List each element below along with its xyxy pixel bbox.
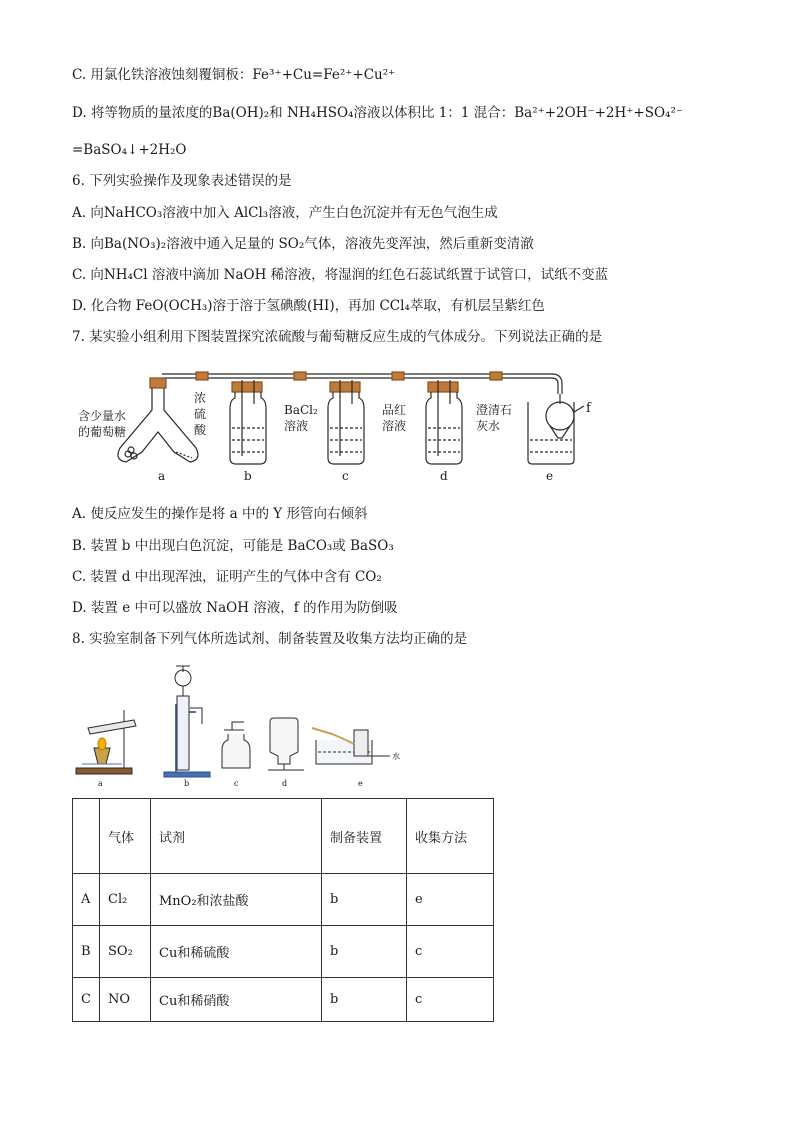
q7-option-d: D. 装置 e 中可以盛放 NaOH 溶液，f 的作用为防倒吸: [72, 600, 398, 616]
q7-label-f: f: [586, 401, 591, 416]
q7-label-pinhong-2: 溶液: [382, 419, 407, 433]
q8-letter-c: c: [234, 779, 239, 788]
q5-option-d-line2: =BaSO₄↓+2H₂O: [72, 142, 187, 158]
table-header-cell: 制备装置: [322, 799, 407, 874]
table-header-cell: 收集方法: [407, 799, 494, 874]
table-header-row: [73, 799, 494, 874]
q8-apparatus-figure: [72, 664, 412, 790]
table-cell: b: [322, 926, 407, 978]
q7-apparatus-figure: [72, 360, 632, 490]
q7-label-lime-1: 澄清石: [476, 403, 513, 417]
q7-letter-c: c: [342, 469, 349, 483]
table-cell: b: [322, 874, 407, 926]
q7-option-c: C. 装置 d 中出现浑浊，证明产生的气体中含有 CO₂: [72, 569, 382, 585]
table-cell: A: [73, 874, 100, 926]
q6-option-b: B. 向Ba(NO₃)₂溶液中通入足量的 SO₂气体，溶液先变浑浊，然后重新变清澈: [72, 236, 534, 252]
table-cell: C: [73, 978, 100, 1022]
table-header-cell: 试剂: [151, 799, 322, 874]
q6-option-a: A. 向NaHCO₃溶液中加入 AlCl₃溶液，产生白色沉淀并有无色气泡生成: [72, 205, 498, 221]
q6-option-d: D. 化合物 FeO(OCH₃)溶于溶于氢碘酸(HI)，再加 CCl₄萃取，有机层呈紫红色: [72, 298, 545, 314]
q8-letter-e: e: [358, 779, 363, 788]
q7-letter-b: b: [244, 469, 252, 483]
table-cell: NO: [100, 978, 151, 1022]
q7-label-lime-2: 灰水: [476, 419, 501, 433]
q7-label-glucose-1: 含少量水: [78, 409, 127, 423]
table-cell: SO₂: [100, 926, 151, 978]
q7-letter-d: d: [440, 469, 448, 483]
q8-stem: 8. 实验室制备下列气体所选试剂、制备装置及收集方法均正确的是: [72, 631, 468, 647]
q7-letter-e: e: [546, 469, 554, 483]
q7-label-bacl2-1: BaCl₂: [284, 403, 318, 417]
q7-stem: 7. 某实验小组利用下图装置探究浓硫酸与葡萄糖反应生成的气体成分。下列说法正确的是: [72, 329, 603, 345]
table-cell: c: [407, 926, 494, 978]
q7-label-acid-1: 浓: [194, 391, 207, 405]
table-cell: Cu和稀硫酸: [151, 926, 322, 978]
q5-option-c: C. 用氯化铁溶液蚀刻覆铜板：Fe³⁺+Cu=Fe²⁺+Cu²⁺: [72, 67, 396, 83]
q7-option-a: A. 使反应发生的操作是将 a 中的 Y 形管向右倾斜: [72, 506, 368, 522]
table-cell: B: [73, 926, 100, 978]
q7-letter-a: a: [158, 469, 166, 483]
q7-option-b: B. 装置 b 中出现白色沉淀，可能是 BaCO₃或 BaSO₃: [72, 538, 394, 554]
table-row: [73, 978, 494, 1022]
q7-label-acid-3: 酸: [194, 423, 207, 437]
table-cell: e: [407, 874, 494, 926]
q8-letter-b: b: [184, 779, 190, 788]
q8-letter-d: d: [282, 779, 288, 788]
table-header-cell: [73, 799, 100, 874]
q7-label-pinhong-1: 品红: [382, 403, 407, 417]
table-cell: b: [322, 978, 407, 1022]
q5-option-d-line1: D. 将等物质的量浓度的Ba(OH)₂和 NH₄HSO₄溶液以体积比 1：1 混合：Ba²⁺+2OH⁻+2H⁺+SO₄²⁻: [72, 105, 683, 121]
table-header-cell: 气体: [100, 799, 151, 874]
table-cell: MnO₂和浓盐酸: [151, 874, 322, 926]
q7-label-glucose-2: 的葡萄糖: [78, 425, 127, 439]
q8-water-label: 水: [392, 752, 400, 761]
table-cell: c: [407, 978, 494, 1022]
table-row: [73, 926, 494, 978]
table-cell: Cl₂: [100, 874, 151, 926]
table-cell: Cu和稀硝酸: [151, 978, 322, 1022]
q7-label-bacl2-2: 溶液: [284, 419, 309, 433]
table-row: [73, 874, 494, 926]
q8-options-table: [72, 798, 494, 1022]
q7-label-acid-2: 硫: [194, 407, 207, 421]
q6-option-c: C. 向NH₄Cl 溶液中滴加 NaOH 稀溶液，将湿润的红色石蕊试纸置于试管口，试纸不变蓝: [72, 267, 609, 283]
q8-letter-a: a: [98, 779, 103, 788]
q6-stem: 6. 下列实验操作及现象表述错误的是: [72, 173, 292, 189]
